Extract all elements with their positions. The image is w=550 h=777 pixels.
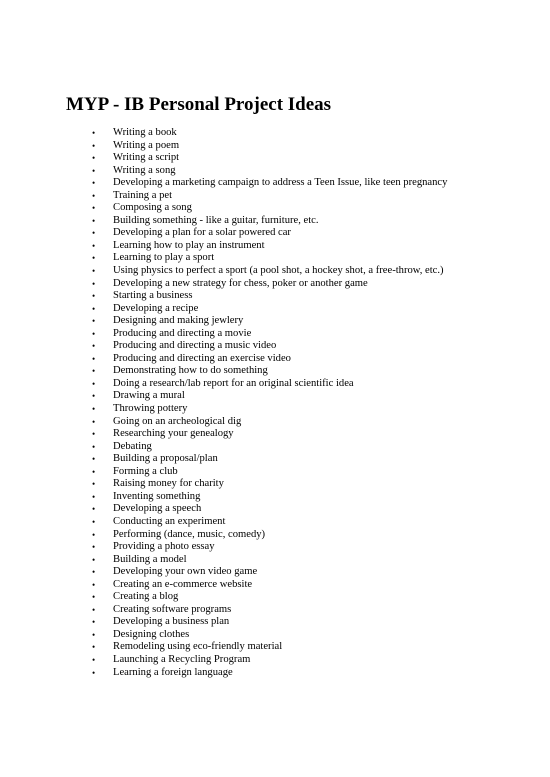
page-title: MYP - IB Personal Project Ideas xyxy=(66,94,332,115)
bullet-icon: • xyxy=(92,215,96,226)
list-item-text: Developing a recipe xyxy=(113,302,199,314)
bullet-icon: • xyxy=(92,291,96,302)
list-item-text: Developing your own video game xyxy=(113,566,258,578)
list-item-text: Doing a research/lab report for an original scientific idea xyxy=(113,377,354,389)
list-item-text: Designing and making jewlery xyxy=(113,315,244,327)
list-item-text: Building a proposal/plan xyxy=(113,453,218,465)
list-item-text: Developing a business plan xyxy=(113,616,230,628)
bullet-icon: • xyxy=(92,391,96,402)
bullet-icon: • xyxy=(92,253,96,264)
bullet-icon: • xyxy=(92,592,96,603)
bullet-icon: • xyxy=(92,378,96,389)
list-item-text: Launching a Recycling Program xyxy=(113,653,251,665)
list-item-text: Using physics to perfect a sport (a pool shot, a hockey shot, a free-throw, etc.) xyxy=(113,265,444,277)
bullet-icon: • xyxy=(92,178,96,189)
list-item-text: Writing a script xyxy=(113,152,180,164)
bullet-icon: • xyxy=(92,491,96,502)
bullet-icon: • xyxy=(92,128,96,138)
list-item-text: Producing and directing a music video xyxy=(113,340,277,352)
bullet-icon: • xyxy=(92,303,96,314)
bullet-icon: • xyxy=(92,140,96,151)
list-item-text: Producing and directing a movie xyxy=(113,327,252,339)
bullet-icon: • xyxy=(92,316,96,327)
list-item-text: Drawing a mural xyxy=(113,390,185,402)
list-item-text: Forming a club xyxy=(113,465,178,477)
bullet-icon: • xyxy=(92,529,96,540)
bullet-icon: • xyxy=(92,642,96,653)
list-item-text: Remodeling using eco-friendly material xyxy=(113,641,283,653)
list-item-text: Building a model xyxy=(113,553,187,565)
bullet-icon: • xyxy=(92,366,96,377)
bullet-icon: • xyxy=(92,504,96,515)
bullet-icon: • xyxy=(92,203,96,214)
bullet-icon: • xyxy=(92,629,96,640)
bullet-icon: • xyxy=(92,617,96,628)
list-item-text: Debating xyxy=(113,440,152,452)
list-item-text: Developing a new strategy for chess, poker or another game xyxy=(113,277,368,289)
bullet-icon: • xyxy=(92,266,96,277)
list-item-text: Demonstrating how to do something xyxy=(113,365,268,377)
list-item-text: Raising money for charity xyxy=(113,478,224,490)
bullet-icon: • xyxy=(92,654,96,665)
list-item-text: Going on an archeological dig xyxy=(113,415,242,427)
list-item-text: Developing a speech xyxy=(113,503,202,515)
bullet-icon: • xyxy=(92,404,96,415)
bullet-icon: • xyxy=(92,328,96,339)
bullet-icon: • xyxy=(92,667,96,678)
bullet-icon: • xyxy=(92,466,96,477)
bullet-icon: • xyxy=(92,278,96,289)
bullet-icon: • xyxy=(92,604,96,615)
list-item-text: Starting a business xyxy=(113,290,193,302)
bullet-icon: • xyxy=(92,429,96,440)
bullet-icon: • xyxy=(92,240,96,251)
list-item-text: Learning how to play an instrument xyxy=(113,239,265,251)
bullet-icon: • xyxy=(92,542,96,553)
bullet-icon: • xyxy=(92,454,96,465)
bullet-icon: • xyxy=(92,153,96,164)
list-item-text: Composing a song xyxy=(113,202,192,214)
list-item-text: Writing a book xyxy=(113,127,177,138)
list-item-text: Writing a song xyxy=(113,164,176,176)
list-item-text: Performing (dance, music, comedy) xyxy=(113,528,266,540)
list-item-text: Learning a foreign language xyxy=(113,666,233,678)
bullet-icon: • xyxy=(92,479,96,490)
bullet-icon: • xyxy=(92,165,96,176)
list-item-text: Throwing pottery xyxy=(113,403,188,415)
bullet-icon: • xyxy=(92,516,96,527)
bullet-icon: • xyxy=(92,416,96,427)
list-item-text: Creating an e-commerce website xyxy=(113,578,253,590)
list-item-text: Building something - like a guitar, furniture, etc. xyxy=(113,214,319,226)
bullet-icon: • xyxy=(92,554,96,565)
list-item-text: Producing and directing an exercise video xyxy=(113,352,291,364)
bullet-icon: • xyxy=(92,579,96,590)
list-item-text: Researching your genealogy xyxy=(113,428,234,440)
bullet-icon: • xyxy=(92,190,96,201)
bullet-icon: • xyxy=(92,353,96,364)
list-item-text: Writing a poem xyxy=(113,139,180,151)
list-item-text: Creating a blog xyxy=(113,591,179,603)
list-item-text: Developing a marketing campaign to address a Teen Issue, like teen pregnancy xyxy=(113,177,448,189)
list-item-text: Creating software programs xyxy=(113,603,232,615)
bullet-icon: • xyxy=(92,441,96,452)
list-item-text: Learning to play a sport xyxy=(113,252,215,264)
list-item-text: Conducting an experiment xyxy=(113,515,226,527)
bullet-icon: • xyxy=(92,228,96,239)
list-item-text: Developing a plan for a solar powered car xyxy=(113,227,291,239)
list-item-text: Inventing something xyxy=(113,490,201,502)
bullet-icon: • xyxy=(92,341,96,352)
list-item-text: Training a pet xyxy=(113,189,173,201)
list-item-text: Designing clothes xyxy=(113,628,190,640)
bullet-icon: • xyxy=(92,567,96,578)
list-item-text: Providing a photo essay xyxy=(113,541,215,553)
